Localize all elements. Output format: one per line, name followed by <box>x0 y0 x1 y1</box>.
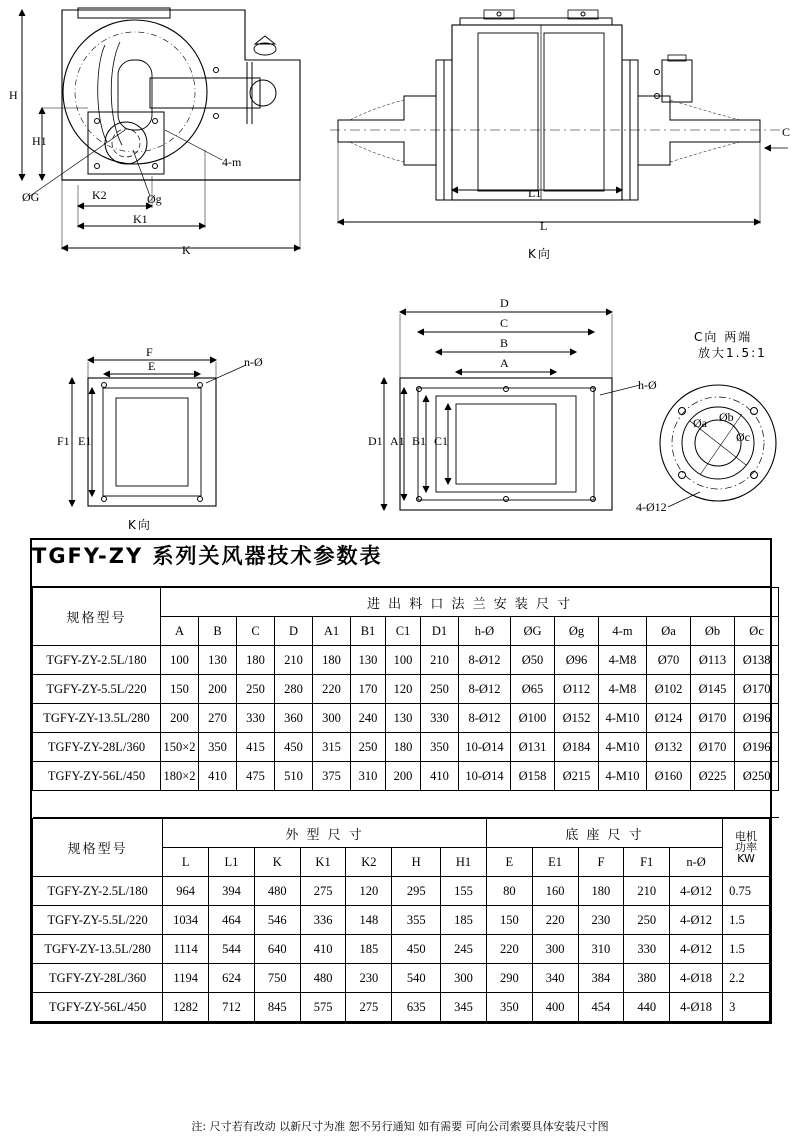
cell: 540 <box>392 964 441 993</box>
cell: 330 <box>421 704 459 733</box>
cell: 384 <box>578 964 624 993</box>
cell: 1194 <box>163 964 209 993</box>
cell: Ø100 <box>511 704 555 733</box>
col-D1: D1 <box>421 617 459 646</box>
cell: Ø152 <box>555 704 599 733</box>
cell-model: TGFY-ZY-28L/360 <box>33 964 163 993</box>
cell-kw: 3 <box>723 993 770 1022</box>
cell: 150 <box>161 675 199 704</box>
col-Og: Øg <box>555 617 599 646</box>
cell: 130 <box>199 646 237 675</box>
label-L: L <box>540 219 548 233</box>
cell: 355 <box>392 906 441 935</box>
cell: 120 <box>386 675 421 704</box>
table-row <box>33 906 770 935</box>
table-row <box>33 877 770 906</box>
cell: 250 <box>351 733 386 762</box>
cell: 240 <box>351 704 386 733</box>
label-C1: C1 <box>434 434 449 448</box>
cell: 210 <box>275 646 313 675</box>
cell: 475 <box>237 762 275 791</box>
cell: 454 <box>578 993 624 1022</box>
label-C: C <box>782 125 791 139</box>
cell: Ø225 <box>691 762 735 791</box>
label-n-O: n-Ø <box>244 355 263 369</box>
label-Oa: Øa <box>693 416 707 430</box>
table-row-group-header <box>33 819 770 848</box>
cell: 220 <box>313 675 351 704</box>
cell: 155 <box>441 877 487 906</box>
cell: 130 <box>386 704 421 733</box>
cell: 350 <box>421 733 459 762</box>
cell: 394 <box>209 877 255 906</box>
col-F: F <box>578 848 624 877</box>
cell: 640 <box>254 935 300 964</box>
outer-base-dimension-table <box>32 818 770 1022</box>
col-Oa: Øa <box>647 617 691 646</box>
cell: 148 <box>346 906 392 935</box>
cell: 100 <box>161 646 199 675</box>
cell: 200 <box>199 675 237 704</box>
header-group-outer: 外 型 尺 寸 <box>163 819 487 848</box>
drawing-svg <box>0 0 800 540</box>
label-L1: L1 <box>528 186 542 200</box>
table-row <box>33 935 770 964</box>
spec-table-container <box>30 538 772 1024</box>
cell: 340 <box>532 964 578 993</box>
cell: 330 <box>237 704 275 733</box>
label-D1: D1 <box>368 434 383 448</box>
cell: 150 <box>486 906 532 935</box>
label-K1: K1 <box>133 212 148 226</box>
label-A1: A1 <box>390 434 405 448</box>
cell: 450 <box>275 733 313 762</box>
label-Ob: Øb <box>719 410 734 424</box>
table-row <box>33 646 779 675</box>
col-Oc: Øc <box>735 617 779 646</box>
cell: 464 <box>209 906 255 935</box>
cell: 4-M8 <box>599 646 647 675</box>
cell: Ø96 <box>555 646 599 675</box>
table-title: TGFY-ZY 系列关风器技术参数表 <box>32 540 770 587</box>
cell: 245 <box>441 935 487 964</box>
cell: 100 <box>386 646 421 675</box>
cell: 415 <box>237 733 275 762</box>
cell: 275 <box>346 993 392 1022</box>
cell: 330 <box>624 935 670 964</box>
label-Oc: Øc <box>736 430 750 444</box>
table-row <box>33 993 770 1022</box>
cell: 4-M10 <box>599 733 647 762</box>
col-A1: A1 <box>313 617 351 646</box>
cell: 750 <box>254 964 300 993</box>
cell-kw: 1.5 <box>723 935 770 964</box>
motor-line2: 功率 <box>735 841 758 854</box>
label-K: K <box>182 243 191 257</box>
label-K-view-bottom: K向 <box>128 518 152 532</box>
cell: 410 <box>300 935 346 964</box>
cell: 964 <box>163 877 209 906</box>
cell: 360 <box>275 704 313 733</box>
label-E1: E1 <box>78 434 92 448</box>
cell: 350 <box>199 733 237 762</box>
cell: 1034 <box>163 906 209 935</box>
cell-model: TGFY-ZY-13.5L/280 <box>33 935 163 964</box>
label-D: D <box>500 296 509 310</box>
cell: 575 <box>300 993 346 1022</box>
table-spacer-row <box>33 791 779 818</box>
cell: 220 <box>486 935 532 964</box>
cell: 635 <box>392 993 441 1022</box>
cell: 170 <box>351 675 386 704</box>
cell: 250 <box>624 906 670 935</box>
col-F1: F1 <box>624 848 670 877</box>
cell: 180×2 <box>161 762 199 791</box>
label-H1: H1 <box>32 134 47 148</box>
label-F1: F1 <box>57 434 70 448</box>
col-C1: C1 <box>386 617 421 646</box>
col-L: L <box>163 848 209 877</box>
cell: 315 <box>313 733 351 762</box>
cell: Ø170 <box>691 704 735 733</box>
cell: 4-M10 <box>599 704 647 733</box>
table-row <box>33 762 779 791</box>
cell: Ø170 <box>691 733 735 762</box>
cell: 180 <box>386 733 421 762</box>
cell: 160 <box>532 877 578 906</box>
header-group-base: 底 座 尺 寸 <box>486 819 722 848</box>
cell: Ø215 <box>555 762 599 791</box>
cell: 220 <box>532 906 578 935</box>
label-4-O12: 4-Ø12 <box>636 500 667 514</box>
col-E: E <box>486 848 532 877</box>
cell: 4-M10 <box>599 762 647 791</box>
cell-model: TGFY-ZY-13.5L/280 <box>33 704 161 733</box>
cell: 8-Ø12 <box>459 704 511 733</box>
cell: 250 <box>237 675 275 704</box>
col-B1: B1 <box>351 617 386 646</box>
cell: 200 <box>386 762 421 791</box>
cell: 210 <box>421 646 459 675</box>
cell: Ø112 <box>555 675 599 704</box>
label-OG: ØG <box>22 190 40 204</box>
cell: Ø160 <box>647 762 691 791</box>
cell: Ø132 <box>647 733 691 762</box>
col-4m: 4-m <box>599 617 647 646</box>
cell: 440 <box>624 993 670 1022</box>
cell: 4-M8 <box>599 675 647 704</box>
label-K2: K2 <box>92 188 107 202</box>
cell: 230 <box>578 906 624 935</box>
col-A: A <box>161 617 199 646</box>
cell-model: TGFY-ZY-56L/450 <box>33 993 163 1022</box>
col-H1: H1 <box>441 848 487 877</box>
cell: 130 <box>351 646 386 675</box>
cell: 624 <box>209 964 255 993</box>
table-row <box>33 675 779 704</box>
cell: 280 <box>275 675 313 704</box>
cell: 8-Ø12 <box>459 646 511 675</box>
label-Og: Øg <box>147 192 162 206</box>
cell-model: TGFY-ZY-2.5L/180 <box>33 877 163 906</box>
cell: 295 <box>392 877 441 906</box>
label-C-flange: C <box>500 316 509 330</box>
col-E1: E1 <box>532 848 578 877</box>
cell: 180 <box>237 646 275 675</box>
cell: Ø138 <box>735 646 779 675</box>
cell: Ø170 <box>735 675 779 704</box>
technical-drawing <box>0 0 800 540</box>
motor-line1: 电机 <box>735 830 758 843</box>
header-model-2: 规格型号 <box>33 819 163 877</box>
cell: 400 <box>532 993 578 1022</box>
cell: 300 <box>532 935 578 964</box>
footer-note: 注: 尺寸若有改动 以新尺寸为准 恕不另行通知 如有需要 可向公司索要具体安装尺寸图 <box>191 1120 609 1133</box>
label-4-m: 4-m <box>222 155 242 169</box>
table-row <box>33 733 779 762</box>
cell: Ø158 <box>511 762 555 791</box>
cell: 480 <box>254 877 300 906</box>
col-H: H <box>392 848 441 877</box>
cell: 300 <box>313 704 351 733</box>
cell: Ø50 <box>511 646 555 675</box>
motor-line3: KW <box>737 852 755 865</box>
label-F: F <box>146 345 153 359</box>
cell: 300 <box>441 964 487 993</box>
cell: 150×2 <box>161 733 199 762</box>
cell: 180 <box>313 646 351 675</box>
label-h-O: h-Ø <box>638 378 657 392</box>
cell: 336 <box>300 906 346 935</box>
cell: 480 <box>300 964 346 993</box>
cell: 270 <box>199 704 237 733</box>
cell: 185 <box>441 906 487 935</box>
flange-dimension-table <box>32 587 779 818</box>
cell: Ø145 <box>691 675 735 704</box>
header-group-flange: 进 出 料 口 法 兰 安 装 尺 寸 <box>161 588 779 617</box>
cell: 310 <box>351 762 386 791</box>
cell: 8-Ø12 <box>459 675 511 704</box>
cell: 4-Ø18 <box>670 993 723 1022</box>
cell: Ø184 <box>555 733 599 762</box>
cell: 4-Ø12 <box>670 935 723 964</box>
label-H: H <box>9 88 18 102</box>
table-row-group-header <box>33 588 779 617</box>
cell: 450 <box>392 935 441 964</box>
cell: 210 <box>624 877 670 906</box>
col-Ob: Øb <box>691 617 735 646</box>
col-K: K <box>254 848 300 877</box>
cell: 275 <box>300 877 346 906</box>
label-C-view: C向 两端 <box>694 330 753 344</box>
col-C: C <box>237 617 275 646</box>
cell: 375 <box>313 762 351 791</box>
cell: 544 <box>209 935 255 964</box>
label-K-view-top: K向 <box>528 247 552 261</box>
cell: 1282 <box>163 993 209 1022</box>
cell: 712 <box>209 993 255 1022</box>
col-L1: L1 <box>209 848 255 877</box>
cell: Ø70 <box>647 646 691 675</box>
cell: 180 <box>578 877 624 906</box>
header-group-motor <box>723 819 770 877</box>
cell: 410 <box>199 762 237 791</box>
cell: Ø196 <box>735 733 779 762</box>
table-row <box>33 964 770 993</box>
label-E: E <box>148 359 156 373</box>
cell: 350 <box>486 993 532 1022</box>
cell-model: TGFY-ZY-56L/450 <box>33 762 161 791</box>
cell: 845 <box>254 993 300 1022</box>
col-D: D <box>275 617 313 646</box>
label-B: B <box>500 336 509 350</box>
cell: 380 <box>624 964 670 993</box>
cell: 510 <box>275 762 313 791</box>
cell: 310 <box>578 935 624 964</box>
label-scale: 放大1.5:1 <box>698 346 767 360</box>
cell: 185 <box>346 935 392 964</box>
cell: 120 <box>346 877 392 906</box>
col-nO: n-Ø <box>670 848 723 877</box>
cell-kw: 0.75 <box>723 877 770 906</box>
cell: 4-Ø18 <box>670 964 723 993</box>
cell: Ø196 <box>735 704 779 733</box>
cell: Ø113 <box>691 646 735 675</box>
cell: 250 <box>421 675 459 704</box>
cell: 345 <box>441 993 487 1022</box>
cell: Ø131 <box>511 733 555 762</box>
table-row <box>33 704 779 733</box>
cell: 290 <box>486 964 532 993</box>
cell: 410 <box>421 762 459 791</box>
cell: 80 <box>486 877 532 906</box>
cell: Ø124 <box>647 704 691 733</box>
label-B1: B1 <box>412 434 427 448</box>
cell: 230 <box>346 964 392 993</box>
cell: 200 <box>161 704 199 733</box>
col-K1: K1 <box>300 848 346 877</box>
cell: 10-Ø14 <box>459 733 511 762</box>
col-K2: K2 <box>346 848 392 877</box>
cell: 10-Ø14 <box>459 762 511 791</box>
col-OG: ØG <box>511 617 555 646</box>
label-A: A <box>500 356 509 370</box>
cell: 546 <box>254 906 300 935</box>
cell: 1114 <box>163 935 209 964</box>
cell: 4-Ø12 <box>670 906 723 935</box>
cell: Ø102 <box>647 675 691 704</box>
header-model-1: 规格型号 <box>33 588 161 646</box>
cell-model: TGFY-ZY-5.5L/220 <box>33 906 163 935</box>
cell-model: TGFY-ZY-28L/360 <box>33 733 161 762</box>
cell-kw: 1.5 <box>723 906 770 935</box>
cell-kw: 2.2 <box>723 964 770 993</box>
cell-model: TGFY-ZY-5.5L/220 <box>33 675 161 704</box>
cell: Ø250 <box>735 762 779 791</box>
cell: Ø65 <box>511 675 555 704</box>
col-B: B <box>199 617 237 646</box>
cell-model: TGFY-ZY-2.5L/180 <box>33 646 161 675</box>
cell: 4-Ø12 <box>670 877 723 906</box>
col-hO: h-Ø <box>459 617 511 646</box>
